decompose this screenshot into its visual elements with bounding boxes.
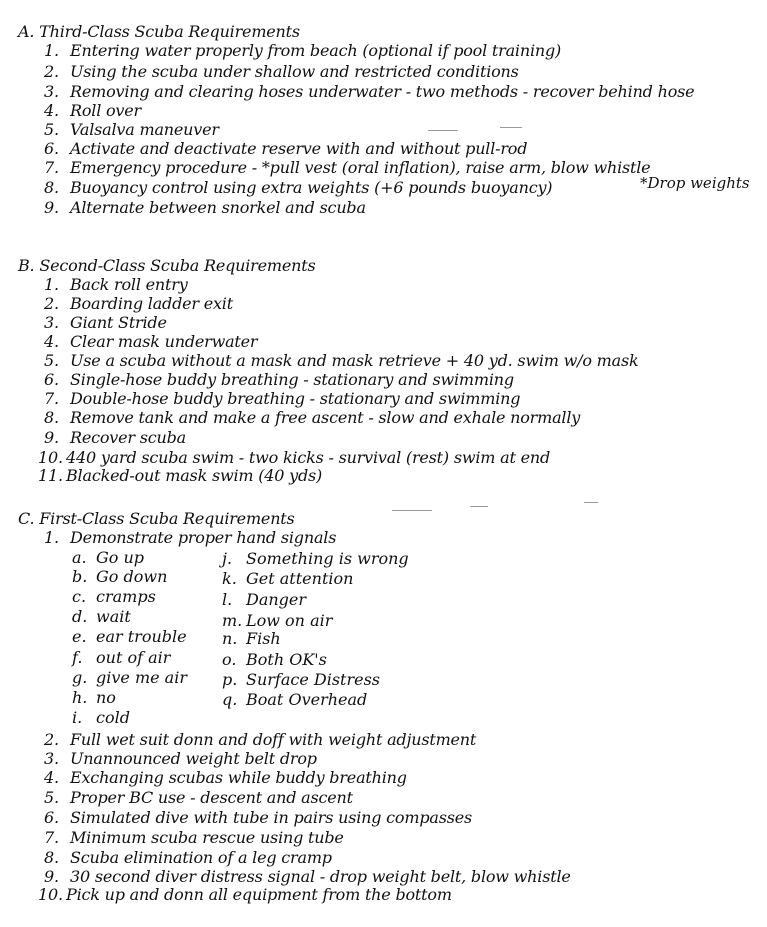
section-a-item (44, 101, 141, 120)
hand-signal (222, 590, 306, 609)
section-b-item (44, 428, 186, 447)
signal-letter: p. (222, 670, 238, 689)
section-b-item (44, 332, 257, 351)
signal-letter: c. (72, 587, 87, 606)
item-number: 1. (44, 528, 59, 547)
section-c-item (44, 867, 571, 886)
item-number: 8. (44, 178, 59, 197)
signal-letter: g. (72, 668, 88, 687)
section-c-item (44, 528, 336, 547)
signal-letter: e. (72, 627, 87, 646)
item-text: Emergency procedure - *pull vest (oral inflation), raise arm, blow whistle (70, 158, 651, 177)
item-number: 10. (38, 448, 63, 467)
item-text: Clear mask underwater (70, 332, 258, 351)
item-text: Activate and deactivate reserve with and without pull-rod (70, 139, 528, 158)
section-c-heading: C. First-Class Scuba Requirements (18, 509, 295, 528)
item-text: Blacked-out mask swim (40 yds) (66, 466, 323, 485)
section-b-item (38, 448, 550, 467)
signal-text: cold (96, 708, 130, 727)
scan-mark (392, 510, 432, 511)
hand-signal (72, 648, 170, 667)
signal-letter: h. (72, 688, 88, 707)
item-number: 10. (38, 885, 63, 904)
item-number: 5. (44, 351, 59, 370)
section-b-item (44, 294, 233, 313)
section-b-item (44, 275, 188, 294)
scan-mark (584, 502, 598, 503)
item-text: Proper BC use - descent and ascent (70, 788, 353, 807)
hand-signal (72, 607, 131, 626)
item-number: 2. (44, 62, 59, 81)
item-number: 3. (44, 313, 59, 332)
hand-signal (222, 650, 327, 669)
signal-letter: l. (222, 590, 233, 609)
signal-text: Boat Overhead (246, 690, 368, 709)
item-text: Demonstrate proper hand signals (70, 528, 337, 547)
item-number: 7. (44, 828, 59, 847)
signal-letter: j. (222, 549, 233, 568)
hand-signal (222, 611, 332, 630)
scan-mark (470, 506, 488, 507)
item-text: Pick up and donn all equipment from the bottom (66, 885, 452, 904)
section-c-item (44, 828, 344, 847)
item-number: 6. (44, 139, 59, 158)
hand-signal (72, 587, 156, 606)
item-text: Roll over (70, 101, 141, 120)
section-a-heading: A. Third-Class Scuba Requirements (18, 22, 300, 41)
signal-text: Low on air (246, 611, 333, 630)
hand-signal (222, 670, 380, 689)
scan-mark (428, 130, 458, 131)
signal-text: Surface Distress (246, 670, 381, 689)
section-c-item (44, 768, 407, 787)
section-b-item (38, 466, 322, 485)
item-text: Minimum scuba rescue using tube (70, 828, 344, 847)
hand-signal (72, 627, 187, 646)
section-a-item (44, 158, 650, 177)
signal-letter: i. (72, 708, 83, 727)
item-number: 9. (44, 198, 59, 217)
signal-text: Danger (246, 590, 307, 609)
signal-text: Both OK's (246, 650, 327, 669)
section-a-item (44, 120, 219, 139)
section-b-heading: B. Second-Class Scuba Requirements (18, 256, 316, 275)
signal-text: Get attention (246, 569, 354, 588)
signal-text: Go down (96, 567, 168, 586)
hand-signal (222, 569, 353, 588)
item-text: Full wet suit donn and doff with weight adjustment (70, 730, 477, 749)
item-number: 3. (44, 749, 59, 768)
item-text: Back roll entry (70, 275, 188, 294)
item-number: 6. (44, 808, 59, 827)
signal-text: no (96, 688, 116, 707)
item-text: Entering water properly from beach (optional if pool training) (70, 41, 562, 60)
item-number: 1. (44, 275, 59, 294)
item-text: Use a scuba without a mask and mask retrieve + 40 yd. swim w/o mask (70, 351, 639, 370)
signal-letter: o. (222, 650, 237, 669)
hand-signal (222, 629, 281, 648)
hand-signal (72, 548, 144, 567)
item-text: Buoyancy control using extra weights (+6 pounds buoyancy) (70, 178, 553, 197)
signal-text: Go up (96, 548, 145, 567)
item-number: 4. (44, 332, 59, 351)
item-text: Valsalva maneuver (70, 120, 219, 139)
item-number: 7. (44, 389, 59, 408)
item-text: 440 yard scuba swim - two kicks - survival (rest) swim at end (66, 448, 550, 467)
item-number: 2. (44, 730, 59, 749)
item-number: 1. (44, 41, 59, 60)
signal-text: Something is wrong (246, 549, 409, 568)
item-text: Single-hose buddy breathing - stationary and swimming (70, 370, 514, 389)
item-number: 4. (44, 768, 59, 787)
signal-letter: b. (72, 567, 88, 586)
item-text: Recover scuba (70, 428, 187, 447)
signal-letter: q. (222, 690, 238, 709)
item-text: Double-hose buddy breathing - stationary and swimming (70, 389, 521, 408)
item-number: 7. (44, 158, 59, 177)
section-a-item (44, 198, 366, 217)
item-text: Exchanging scubas while buddy breathing (70, 768, 407, 787)
item-number: 4. (44, 101, 59, 120)
item-text: Using the scuba under shallow and restricted conditions (70, 62, 519, 81)
item-text: Removing and clearing hoses underwater - two methods - recover behind hose (70, 82, 695, 101)
item-number: 9. (44, 428, 59, 447)
hand-signal (72, 668, 187, 687)
item-number: 11. (38, 466, 63, 485)
signal-text: give me air (96, 668, 187, 687)
section-b-item (44, 351, 639, 370)
section-c-item (44, 788, 353, 807)
signal-text: Fish (246, 629, 281, 648)
item-text: Alternate between snorkel and scuba (70, 198, 366, 217)
section-c-item (44, 730, 476, 749)
section-b-item (44, 370, 514, 389)
item-number: 8. (44, 848, 59, 867)
hand-signal (72, 567, 167, 586)
signal-text: ear trouble (96, 627, 187, 646)
section-c-item (38, 885, 452, 904)
item-number: 6. (44, 370, 59, 389)
signal-letter: m. (222, 611, 243, 630)
item-number: 3. (44, 82, 59, 101)
signal-text: cramps (96, 587, 156, 606)
item-number: 9. (44, 867, 59, 886)
section-a-item (44, 82, 694, 101)
signal-letter: f. (72, 648, 83, 667)
drop-weights-note: *Drop weights (640, 174, 750, 192)
hand-signal (72, 688, 116, 707)
section-b-item (44, 313, 167, 332)
item-text: Boarding ladder exit (70, 294, 233, 313)
item-number: 8. (44, 408, 59, 427)
section-c-item (44, 808, 472, 827)
signal-letter: n. (222, 629, 238, 648)
signal-letter: k. (222, 569, 237, 588)
section-b-item (44, 389, 520, 408)
hand-signal (222, 690, 367, 709)
signal-text: out of air (96, 648, 171, 667)
item-number: 5. (44, 788, 59, 807)
item-text: Simulated dive with tube in pairs using compasses (70, 808, 473, 827)
scan-mark (500, 127, 522, 128)
item-text: Scuba elimination of a leg cramp (70, 848, 332, 867)
section-b-item (44, 408, 580, 427)
section-c-item (44, 848, 332, 867)
signal-letter: a. (72, 548, 87, 567)
section-a-item (44, 62, 519, 81)
hand-signal (72, 708, 130, 727)
section-a-item (44, 41, 561, 60)
hand-signal (222, 549, 409, 568)
section-a-item (44, 139, 527, 158)
section-c-item (44, 749, 317, 768)
item-text: Unannounced weight belt drop (70, 749, 317, 768)
signal-letter: d. (72, 607, 88, 626)
item-number: 2. (44, 294, 59, 313)
item-text: Giant Stride (70, 313, 167, 332)
signal-text: wait (96, 607, 131, 626)
item-number: 5. (44, 120, 59, 139)
item-text: Remove tank and make a free ascent - slow and exhale normally (70, 408, 581, 427)
item-text: 30 second diver distress signal - drop weight belt, blow whistle (70, 867, 571, 886)
section-a-item (44, 178, 552, 197)
